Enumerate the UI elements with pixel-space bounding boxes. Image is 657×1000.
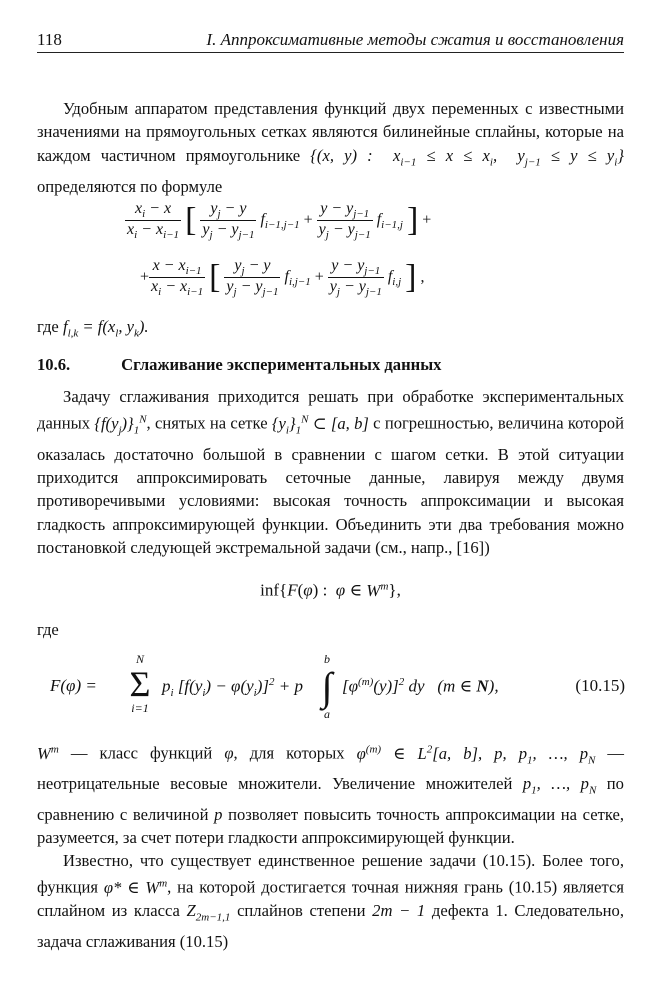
paragraph-solution: Известно, что существует единственное решение задачи (10.15). Более того, функция φ* ∈ $W^m$, на которой достигается точная нижняя грань (10.15) является сплайном из класса $Z_{2m-1,1}$ сплайнов степени 2m − 1 дефекта 1. Следовательно, задача сглаживания (10.15) xyxy=(37,851,625,952)
section-heading xyxy=(37,355,441,375)
equation-tag: (10.15) xyxy=(575,676,625,695)
paragraph-text: определяются по формуле xyxy=(37,176,223,196)
running-title: I. Аппроксимативные методы сжатия и восстановления xyxy=(206,30,624,49)
bilinear-formula-line2: + $\frac{x - x_{i-1}}{x_i - x_{i-1}}$ [ $\frac{y_j - y}{y_j - y_{j-1}}$ $f_{i,j-1}$ + $\frac{y - y_{j-1}}{y_j - y_{j-1}}$ $f_{i,j}$ ] , xyxy=(140,257,425,299)
bilinear-formula-line1: $\frac{x_i - x}{x_i - x_{i-1}}$ [ $\frac{y_j - y}{y_j - y_{j-1}}$ $f_{i-1,j-1}$ + $\frac{y - y_{j-1}}{y_j - y_{j-1}}$ $f_{i-1,j}$ ] + xyxy=(127,200,432,242)
page-number: 118 xyxy=(37,30,62,49)
where-line: где xyxy=(37,620,59,639)
paragraph-bilinear-splines: Удобным аппаратом представления функций двух переменных с известными значениями на прямоугольных сетках являются билинейные сплайны, которые на каждом частичном прямоугольнике {(x, y) : $x_{i-1} \le x \le x_i$, $y_{j-1} \le y \le y_i$} определяются по формуле xyxy=(37,99,624,196)
running-header xyxy=(37,30,624,53)
equation-10-15: F(φ) = N Σ i=1 $p_i$ $[f(y_i) - \varphi(y_i)]^2 + p$ b ∫ a $[\varphi^{(m)}(y)]^2$ dy (m ∈ N), (10.15) xyxy=(50,652,625,721)
paragraph-class-w: $W^m$ — класс функций φ, для которых $\varphi^{(m)}$ ∈ $L^2[a$, b], p, $p_1$, …, $p_N$ — неотрицательные весовые множители. Увеличение множителей $p_1$, …, $p_N$ по сравнению с величиной p позволяет повысить точность аппроксимации на сетке, разумеется, за счет потери гладкости аппроксимирующей функции. xyxy=(37,743,625,848)
where-fk-line: где $f_{l,k} = f(x_l$, $y_k$). xyxy=(37,317,149,340)
inf-formula: inf{F(φ) : φ ∈ $W^m$}, xyxy=(260,580,401,600)
paragraph-smoothing: Задачу сглаживания приходится решать при обработке экспериментальных данных $\{f(y_j)\}_1^N$, снятых на сетке $\{y_i\}_1^N$ ⊂ [a, b] с погрешностью, величина которой оказалась достаточно большой в сравнении с шагом сетки. В этой ситуации приходится аппроксимировать сеточные данные, лавируя между двумя противоречивыми условиями: высокая точность аппроксимации и высокая гладкость аппроксимирующей функции. Объединить эти два требования можно постановкой следующей экстремальной задачи (см., напр., [16]) xyxy=(37,387,624,558)
section-title: Сглаживание экспериментальных данных xyxy=(121,355,442,374)
section-number: 10.6. xyxy=(37,355,71,374)
paragraph-text: Удобным аппаратом представления функций двух переменных с известными значениями на прямоугольных сетках являются билинейные сплайны, которые на каждом частичном прямоугольнике xyxy=(37,99,624,165)
